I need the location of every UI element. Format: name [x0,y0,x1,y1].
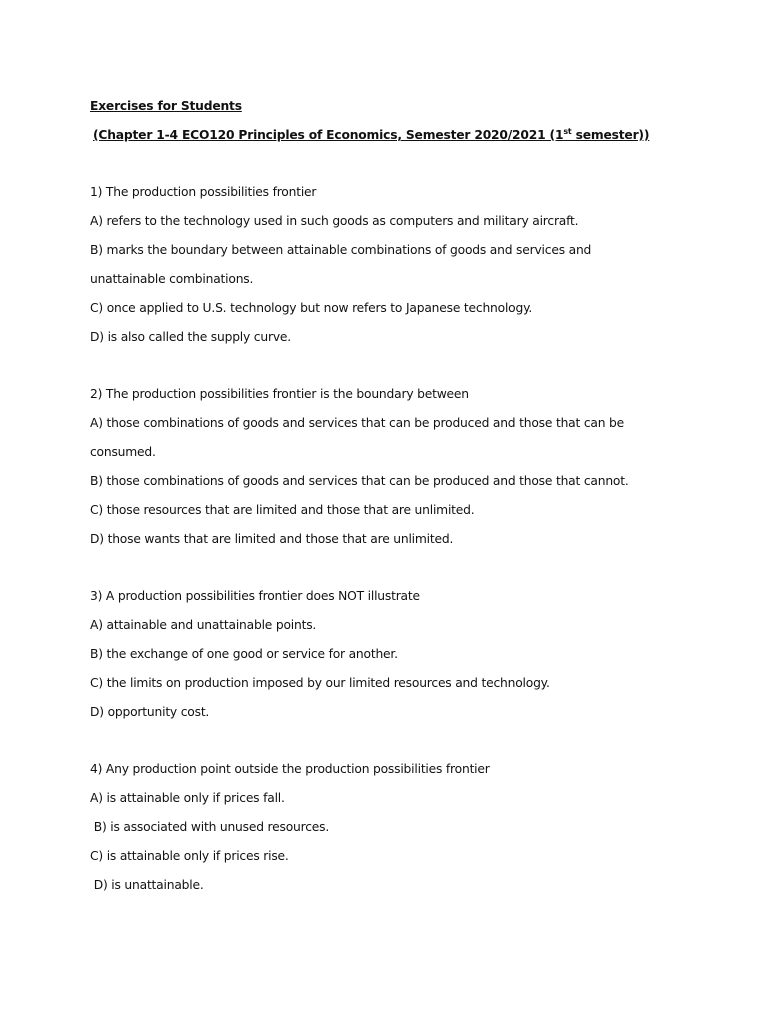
answer-option: D) is unattainable. [90,878,204,892]
answer-option: B) marks the boundary between attainable combinations of goods and services and [90,243,592,257]
document-body [90,92,710,900]
question-3 [90,582,710,727]
document-subtitle [90,121,710,150]
spacer [90,352,710,380]
document-title: Exercises for Students [90,99,242,113]
spacer [90,727,710,755]
question-stem: 3) A production possibilities frontier does NOT illustrate [90,589,420,603]
answer-option: C) once applied to U.S. technology but now refers to Japanese technology. [90,301,533,315]
spacer [90,554,710,582]
answer-option: A) is attainable only if prices fall. [90,791,285,805]
answer-option: C) the limits on production imposed by our limited resources and technology. [90,676,550,690]
answer-option: A) attainable and unattainable points. [90,618,317,632]
answer-option: B) those combinations of goods and services that can be produced and those that cannot. [90,474,629,488]
subtitle-superscript: st [563,126,572,136]
subtitle-main-text: (Chapter 1-4 ECO120 Principles of Economics, Semester 2020/2021 (1 [93,128,564,142]
question-1 [90,178,710,352]
answer-option: D) is also called the supply curve. [90,330,291,344]
answer-option: A) refers to the technology used in such goods as computers and military aircraft. [90,214,579,228]
answer-option: A) those combinations of goods and services that can be produced and those that can be [90,416,624,430]
answer-option: D) those wants that are limited and those that are unlimited. [90,532,454,546]
spacer [90,150,710,178]
question-stem: 1) The production possibilities frontier [90,185,317,199]
answer-option: B) is associated with unused resources. [90,820,330,834]
answer-option: C) is attainable only if prices rise. [90,849,289,863]
question-stem: 4) Any production point outside the production possibilities frontier [90,762,490,776]
question-2 [90,380,710,554]
question-4 [90,755,710,900]
answer-option-continuation: unattainable combinations. [90,272,254,286]
answer-option: B) the exchange of one good or service for another. [90,647,398,661]
answer-option: C) those resources that are limited and those that are unlimited. [90,503,475,517]
answer-option-continuation: consumed. [90,445,156,459]
question-stem: 2) The production possibilities frontier is the boundary between [90,387,469,401]
subtitle-end-text: semester)) [571,128,650,142]
answer-option: D) opportunity cost. [90,705,210,719]
